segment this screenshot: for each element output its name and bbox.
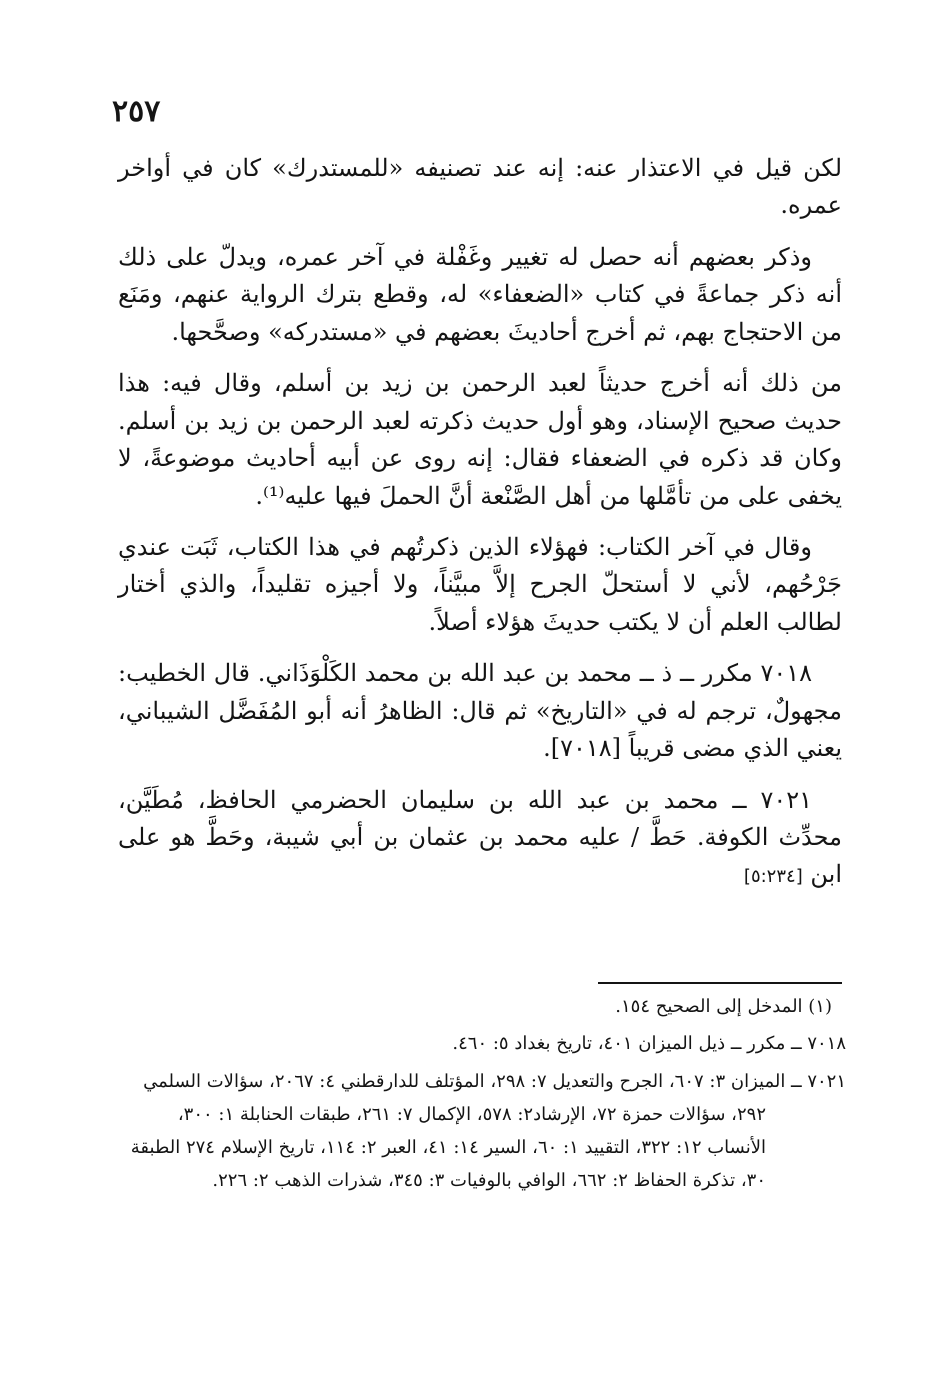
paragraph-3: من ذلك أنه أخرج حديثاً لعبد الرحمن بن زيد بن أسلم، وقال فيه: هذا حديث صحيح الإسناد، وهو أول حديث ذكرته لعبد الرحمن بن زيد بن أسلم. وكان قد ذكره في الضعفاء فقال: إنه روى عن أبيه أحاديث موضوعةً، لا يخفى على من تأمَّلها من أهل الصَّنْعة أنَّ الحملَ فيها عليه⁽¹⁾.	[118, 369, 842, 510]
entry-7021-text: ٧٠٢١ ــ محمد بن عبد الله بن سليمان الحضرمي الحافظ، مُطَيَّن، محدِّث الكوفة. حَطَّ / عليه محمد بن عثمان بن أبي شيبة، وحَطَّ هو على ابن	[118, 785, 842, 889]
footnotes	[118, 990, 846, 1202]
footnote-7021: ٧٠٢١ ــ الميزان ٣: ٦٠٧، الجرح والتعديل ٧: ٢٩٨، المؤتلف للدارقطني ٤: ٢٠٦٧، سؤالات السلمي ٢٩٢، سؤالات حمزة ٧٢، الإرشاد٢: ٥٧٨، الإكمال ٧: ٢٦١، طبقات الحنابلة ١: ٣٠٠، الأنساب ١٢: ٣٢٢، التقييد ١: ٦٠، السير ١٤: ٤١، العبر ٢: ١١٤، تاريخ الإسلام ٢٧٤ الطبقة ٣٠، تذكرة الحفاظ ٢: ٦٦٢، الوافي بالوفيات ٣: ٣٤٥، شذرات الذهب ٢: ٢٢٦.	[130, 1070, 846, 1192]
paragraph-1: لكن قيل في الاعتذار عنه: إنه عند تصنيفه «للمستدرك» كان في أواخر عمره.	[118, 154, 843, 220]
main-text	[118, 150, 842, 908]
footnote-7018: ٧٠١٨ ــ مكرر ــ ذيل الميزان ٤٠١، تاريخ بغداد ٥: ٤٦٠.	[452, 1033, 846, 1055]
paragraph-4: وقال في آخر الكتاب: فهؤلاء الذين ذكرتُهم في هذا الكتاب، ثَبَت عندي جَرْحُهم، لأني لا أستحلّ الجرح إلاَّ مبيَّناً، ولا أجيزه تقليداً، والذي أختار لطالب العلم أن لا يكتب حديثَ هؤلاء أصلاً.	[118, 532, 842, 636]
footnote-1: (١) المدخل إلى الصحيح ١٥٤.	[615, 996, 832, 1017]
margin-marker: [٥:٢٣٤]	[743, 866, 803, 888]
page-number: ٢٥٧	[112, 94, 161, 129]
entry-7021	[118, 782, 842, 894]
entry-7018: ٧٠١٨ مكرر ــ ذ ــ محمد بن عبد الله بن محمد الكَلْوَذَاني. قال الخطيب: مجهولٌ، ترجم له في «التاريخ» ثم قال: الظاهرُ أنه أبو المُفَضَّل الشيباني، يعني الذي مضى قريباً [٧٠١٨].	[118, 659, 842, 763]
footnote-divider	[598, 982, 842, 984]
paragraph-2: وذكر بعضهم أنه حصل له تغيير وغَفْلة في آخر عمره، ويدلّ على ذلك أنه ذكر جماعةً في كتاب «الضعفاء» له، وقطع بترك الرواية عنهم، ومَنَع من الاحتجاج بهم، ثم أخرج أحاديثَ بعضهم في «مستدركه» وصحَّحها.	[118, 242, 842, 346]
